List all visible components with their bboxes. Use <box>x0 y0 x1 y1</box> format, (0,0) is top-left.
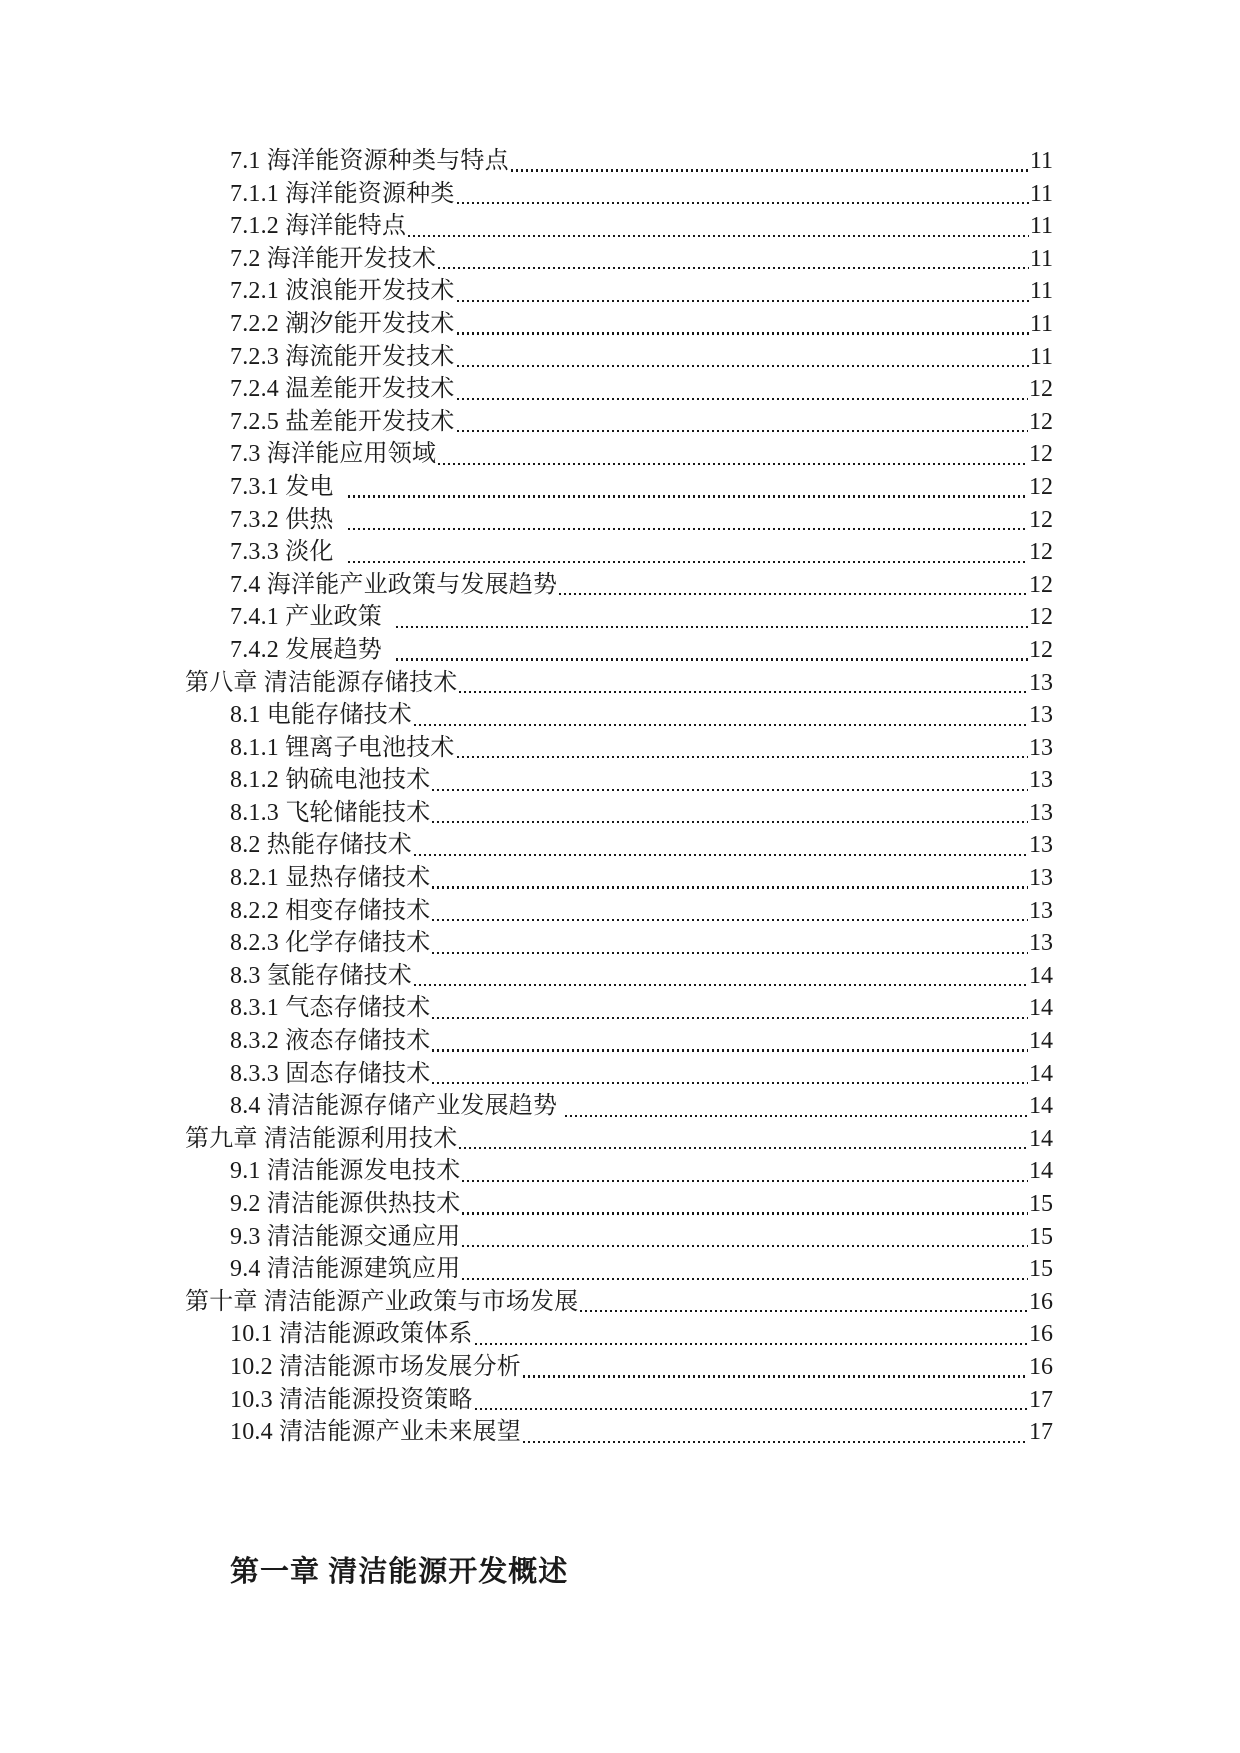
toc-page-number: 12 <box>1029 408 1053 435</box>
toc-page-number: 11 <box>1029 213 1053 240</box>
toc-page-number: 12 <box>1029 636 1053 663</box>
toc-entry[interactable] <box>185 569 1053 602</box>
table-of-contents <box>185 145 1053 1449</box>
toc-dot-leader <box>475 1343 1028 1345</box>
toc-page-number: 15 <box>1029 1191 1053 1217</box>
toc-entry[interactable] <box>185 536 1053 569</box>
toc-entry[interactable] <box>185 992 1053 1025</box>
toc-entry[interactable] <box>185 1384 1053 1417</box>
toc-entry-label: 8.3.2 液态存储技术 <box>230 1028 431 1055</box>
toc-dot-leader <box>348 528 1028 530</box>
toc-page-number: 13 <box>1029 767 1053 794</box>
toc-page-number: 13 <box>1029 702 1053 729</box>
toc-entry-label: 8.3.3 固态存储技术 <box>230 1060 431 1087</box>
toc-entry-label: 8.2.1 显热存储技术 <box>230 865 431 892</box>
toc-dot-leader <box>432 789 1028 791</box>
toc-dot-leader <box>475 1408 1028 1410</box>
toc-entry-label: 8.1.3 飞轮储能技术 <box>230 799 431 826</box>
toc-entry-label: 10.2 清洁能源市场发展分析 <box>230 1353 521 1380</box>
toc-entry[interactable] <box>185 373 1053 406</box>
toc-dot-leader <box>432 886 1028 888</box>
toc-entry-label: 7.4.1 产业政策 <box>230 604 395 631</box>
toc-page-number: 16 <box>1029 1288 1053 1315</box>
toc-entry[interactable] <box>185 210 1053 243</box>
toc-page-number: 12 <box>1029 473 1053 500</box>
toc-entry[interactable] <box>185 178 1053 211</box>
toc-entry[interactable] <box>185 438 1053 471</box>
toc-entry-label: 7.2.2 潮汐能开发技术 <box>230 310 455 337</box>
toc-entry-label: 8.4 清洁能源存储产业发展趋势 <box>230 1093 564 1120</box>
toc-dot-leader <box>414 854 1028 856</box>
chapter-heading: 第一章 清洁能源开发概述 <box>230 1556 569 1588</box>
toc-dot-leader <box>438 463 1028 465</box>
toc-page-number: 14 <box>1029 1028 1053 1055</box>
toc-dot-leader <box>565 1115 1028 1117</box>
toc-entry-label: 8.2 热能存储技术 <box>230 832 412 859</box>
toc-page-number: 12 <box>1029 441 1053 468</box>
toc-page-number: 12 <box>1029 376 1053 403</box>
toc-entry[interactable] <box>185 1025 1053 1058</box>
toc-entry[interactable] <box>185 1221 1053 1254</box>
toc-entry-label: 7.2.1 波浪能开发技术 <box>230 278 455 305</box>
toc-entry[interactable] <box>185 1253 1053 1286</box>
toc-entry[interactable] <box>185 1416 1053 1449</box>
toc-page-number: 17 <box>1029 1386 1053 1413</box>
toc-entry[interactable] <box>185 1318 1053 1351</box>
toc-dot-leader <box>432 1017 1028 1019</box>
toc-dot-leader <box>457 202 1029 204</box>
toc-entry[interactable] <box>185 1286 1053 1319</box>
toc-entry[interactable] <box>185 699 1053 732</box>
toc-dot-leader <box>457 398 1028 400</box>
toc-page-number: 14 <box>1029 1125 1053 1152</box>
toc-dot-leader <box>432 919 1028 921</box>
toc-entry[interactable] <box>185 1058 1053 1091</box>
toc-entry[interactable] <box>185 960 1053 993</box>
toc-page-number: 12 <box>1029 506 1053 533</box>
toc-page-number: 13 <box>1029 832 1053 859</box>
toc-entry-label: 第八章 清洁能源存储技术 <box>185 669 458 696</box>
toc-page-number: 13 <box>1029 734 1053 761</box>
toc-entry[interactable] <box>185 895 1053 928</box>
toc-entry[interactable] <box>185 1351 1053 1384</box>
toc-dot-leader <box>459 691 1028 693</box>
toc-entry[interactable] <box>185 145 1053 178</box>
toc-entry-label: 7.2.5 盐差能开发技术 <box>230 408 455 435</box>
toc-page-number: 12 <box>1029 571 1053 598</box>
toc-page-number: 13 <box>1029 669 1053 696</box>
toc-entry[interactable] <box>185 275 1053 308</box>
toc-entry[interactable] <box>185 471 1053 504</box>
toc-entry-label: 第十章 清洁能源产业政策与市场发展 <box>185 1288 579 1315</box>
toc-page-number: 12 <box>1029 539 1053 566</box>
toc-dot-leader <box>432 1049 1028 1051</box>
toc-entry[interactable] <box>185 764 1053 797</box>
toc-dot-leader <box>348 495 1028 497</box>
toc-dot-leader <box>396 658 1028 660</box>
toc-entry-label: 7.1 海洋能资源种类与特点 <box>230 148 509 174</box>
toc-entry-label: 7.4.2 发展趋势 <box>230 636 395 663</box>
toc-entry[interactable] <box>185 308 1053 341</box>
toc-dot-leader <box>348 561 1028 563</box>
toc-entry-label: 8.1.2 钠硫电池技术 <box>230 767 431 794</box>
toc-page-number: 11 <box>1029 343 1053 370</box>
toc-entry-label: 7.3.1 发电 <box>230 473 346 500</box>
toc-page-number: 11 <box>1029 245 1053 272</box>
toc-page-number: 16 <box>1029 1321 1053 1348</box>
toc-entry[interactable] <box>185 797 1053 830</box>
toc-entry-label: 7.2.4 温差能开发技术 <box>230 376 455 403</box>
toc-entry-label: 7.4 海洋能产业政策与发展趋势 <box>230 571 558 598</box>
toc-dot-leader <box>408 235 1029 237</box>
toc-entry-label: 7.1.2 海洋能特点 <box>230 213 407 240</box>
toc-dot-leader <box>432 952 1028 954</box>
toc-page-number: 13 <box>1029 865 1053 892</box>
toc-entry-label: 8.3.1 气态存储技术 <box>230 995 431 1022</box>
toc-page-number: 11 <box>1029 180 1053 207</box>
toc-entry[interactable] <box>185 667 1053 700</box>
toc-entry[interactable] <box>185 406 1053 439</box>
toc-page-number: 17 <box>1029 1419 1053 1446</box>
toc-dot-leader <box>432 821 1028 823</box>
toc-page-number: 15 <box>1029 1223 1053 1250</box>
toc-entry[interactable] <box>185 634 1053 667</box>
toc-entry[interactable] <box>185 504 1053 537</box>
toc-dot-leader <box>559 593 1028 595</box>
toc-page-number: 14 <box>1029 1093 1053 1120</box>
toc-page-number: 14 <box>1029 1158 1053 1185</box>
toc-dot-leader <box>580 1310 1028 1312</box>
toc-dot-leader <box>457 756 1028 758</box>
toc-page-number: 11 <box>1029 148 1053 174</box>
toc-entry-label: 9.4 清洁能源建筑应用 <box>230 1256 461 1283</box>
toc-entry[interactable] <box>185 243 1053 276</box>
toc-dot-leader <box>523 1441 1028 1443</box>
toc-entry[interactable] <box>185 829 1053 862</box>
toc-entry-label: 7.2.3 海流能开发技术 <box>230 343 455 370</box>
toc-entry[interactable] <box>185 601 1053 634</box>
toc-entry[interactable] <box>185 862 1053 895</box>
toc-entry-label: 7.2 海洋能开发技术 <box>230 245 437 272</box>
toc-dot-leader <box>432 1082 1028 1084</box>
toc-entry-label: 8.2.2 相变存储技术 <box>230 897 431 924</box>
toc-page-number: 11 <box>1029 310 1053 337</box>
toc-entry[interactable] <box>185 732 1053 765</box>
toc-entry-label: 8.2.3 化学存储技术 <box>230 930 431 957</box>
toc-entry-label: 9.3 清洁能源交通应用 <box>230 1223 461 1250</box>
toc-dot-leader <box>511 169 1029 171</box>
toc-dot-leader <box>462 1180 1028 1182</box>
toc-dot-leader <box>457 300 1029 302</box>
toc-entry-label: 10.3 清洁能源投资策略 <box>230 1386 473 1413</box>
toc-entry-label: 7.1.1 海洋能资源种类 <box>230 180 455 207</box>
toc-entry-label: 7.3 海洋能应用领域 <box>230 441 437 468</box>
toc-entry[interactable] <box>185 927 1053 960</box>
toc-dot-leader <box>462 1278 1028 1280</box>
toc-page-number: 13 <box>1029 930 1053 957</box>
toc-entry-label: 9.2 清洁能源供热技术 <box>230 1191 461 1217</box>
toc-dot-leader <box>438 267 1029 269</box>
toc-entry-label: 8.1 电能存储技术 <box>230 702 412 729</box>
toc-dot-leader <box>459 1147 1028 1149</box>
toc-entry-label: 8.3 氢能存储技术 <box>230 962 412 989</box>
toc-dot-leader <box>462 1245 1028 1247</box>
toc-page-number: 13 <box>1029 799 1053 826</box>
toc-entry[interactable] <box>185 1155 1053 1188</box>
toc-page-number: 14 <box>1029 995 1053 1022</box>
toc-page-number: 14 <box>1029 962 1053 989</box>
toc-entry[interactable] <box>185 1188 1053 1221</box>
toc-dot-leader <box>462 1212 1028 1214</box>
toc-entry[interactable] <box>185 1090 1053 1123</box>
toc-page-number: 15 <box>1029 1256 1053 1283</box>
toc-dot-leader <box>414 984 1028 986</box>
toc-entry[interactable] <box>185 1123 1053 1156</box>
toc-dot-leader <box>457 430 1028 432</box>
toc-dot-leader <box>414 724 1028 726</box>
toc-entry-label: 10.1 清洁能源政策体系 <box>230 1321 473 1348</box>
toc-entry-label: 8.1.1 锂离子电池技术 <box>230 734 455 761</box>
toc-page-number: 12 <box>1029 604 1053 631</box>
toc-entry[interactable] <box>185 341 1053 374</box>
toc-page-number: 14 <box>1029 1060 1053 1087</box>
toc-dot-leader <box>457 365 1029 367</box>
toc-dot-leader <box>523 1375 1028 1377</box>
toc-entry-label: 7.3.2 供热 <box>230 506 346 533</box>
toc-page-number: 16 <box>1029 1353 1053 1380</box>
toc-page-number: 11 <box>1029 278 1053 305</box>
toc-entry-label: 9.1 清洁能源发电技术 <box>230 1158 461 1185</box>
toc-entry-label: 10.4 清洁能源产业未来展望 <box>230 1419 521 1446</box>
toc-dot-leader <box>457 332 1029 334</box>
toc-dot-leader <box>396 626 1028 628</box>
toc-entry-label: 第九章 清洁能源利用技术 <box>185 1125 458 1152</box>
toc-entry-label: 7.3.3 淡化 <box>230 539 346 566</box>
toc-page-number: 13 <box>1029 897 1053 924</box>
